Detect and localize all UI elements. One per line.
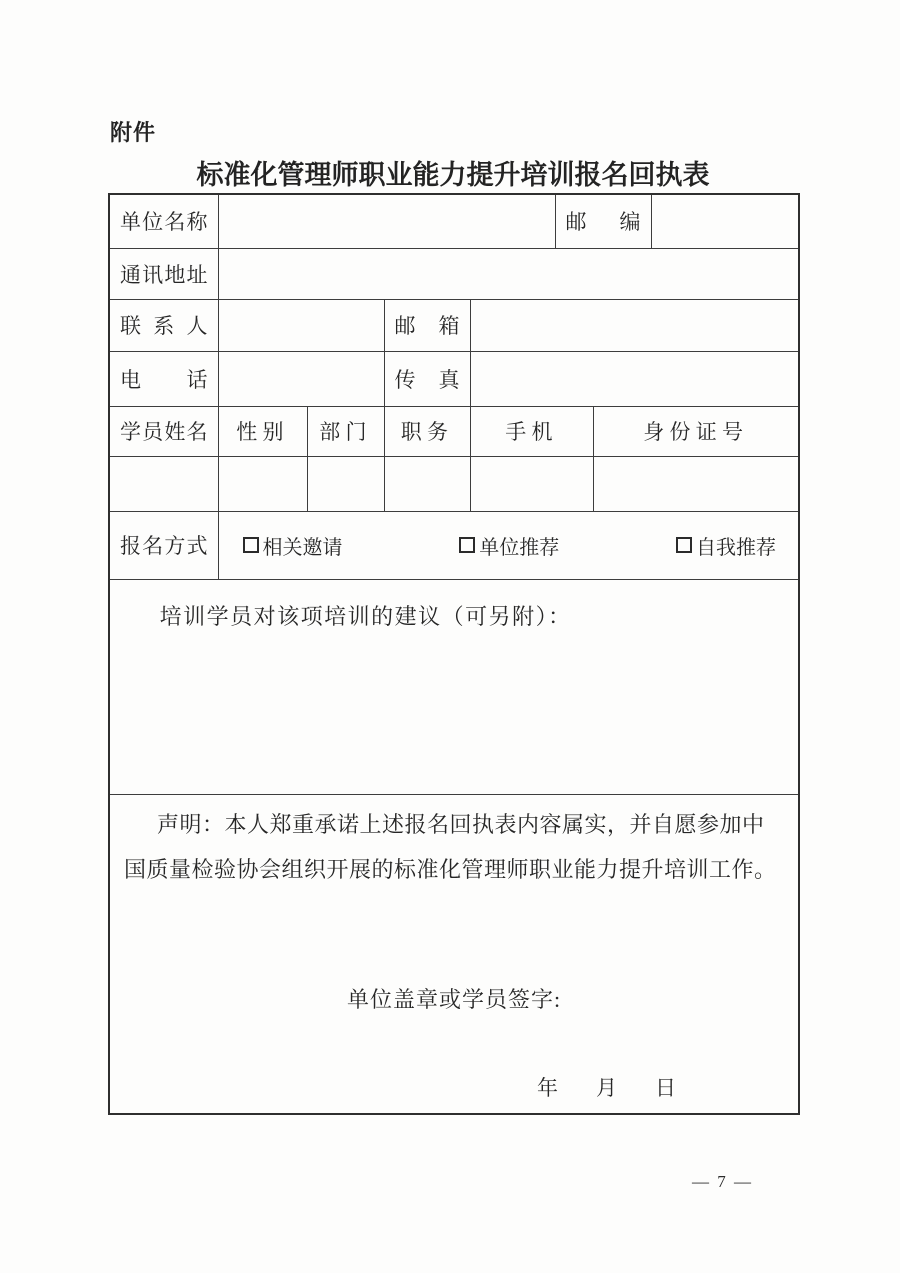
unit-name-label: 单位名称 (109, 194, 218, 248)
table-row-unit-name (109, 194, 799, 248)
address-field (218, 248, 799, 299)
checkbox-label: 相关邀请 (262, 536, 343, 559)
signature-label: 单位盖章或学员签字: (346, 986, 562, 1012)
department-header: 部门 (307, 406, 384, 456)
declaration-text: 声明：本人郑重承诺上述报名回执表内容属实，并自愿参加中国质量检验协会组织开展的标准化管理师职业能力提升培训工作。 (124, 811, 777, 882)
student-name-field (109, 456, 218, 511)
table-row-student-entry (109, 456, 799, 511)
phone-label: 电话 (109, 351, 218, 406)
postal-code-label: 邮编 (555, 194, 651, 248)
contact-field (218, 299, 384, 351)
checkbox-option-self-recommendation[interactable] (676, 531, 776, 560)
table-row-student-headers (109, 406, 799, 456)
checkbox-icon[interactable] (243, 537, 259, 553)
position-header: 职务 (384, 406, 470, 456)
page-title: 标准化管理师职业能力提升培训报名回执表 (196, 160, 710, 190)
checkbox-label: 自我推荐 (696, 536, 776, 559)
table-row-declaration (109, 794, 799, 1114)
registration-form-table (108, 193, 800, 1115)
table-row-contact (109, 299, 799, 351)
month-label: 月 (596, 1075, 617, 1100)
table-row-suggestion (109, 579, 799, 794)
id-number-header: 身份证号 (593, 406, 799, 456)
email-field (470, 299, 799, 351)
gender-field (218, 456, 307, 511)
department-field (307, 456, 384, 511)
checkbox-option-unit-recommendation[interactable] (459, 531, 559, 560)
declaration-cell (109, 794, 799, 1114)
mobile-field (470, 456, 593, 511)
phone-field (218, 351, 384, 406)
address-label: 通讯地址 (109, 248, 218, 299)
table-row-phone (109, 351, 799, 406)
suggestion-cell (109, 579, 799, 794)
table-row-address (109, 248, 799, 299)
contact-label: 联系人 (109, 299, 218, 351)
registration-options-cell (218, 511, 799, 579)
checkbox-icon[interactable] (676, 537, 692, 553)
email-label: 邮箱 (384, 299, 470, 351)
checkbox-label: 单位推荐 (479, 536, 560, 559)
checkbox-icon[interactable] (459, 537, 475, 553)
table-row-registration-method (109, 511, 799, 579)
mobile-header: 手机 (470, 406, 593, 456)
page-number: — 7 — (692, 1172, 753, 1191)
fax-label: 传真 (384, 351, 470, 406)
year-label: 年 (537, 1075, 558, 1100)
checkbox-option-related-invitation[interactable] (243, 531, 343, 560)
position-field (384, 456, 470, 511)
student-name-header: 学员姓名 (109, 406, 218, 456)
suggestion-label: 培训学员对该项培训的建议（可另附）： (159, 603, 572, 629)
date-line (120, 1075, 788, 1101)
unit-name-field (218, 194, 555, 248)
gender-header: 性别 (218, 406, 307, 456)
fax-field (470, 351, 799, 406)
registration-method-label: 报名方式 (109, 511, 218, 579)
day-label: 日 (655, 1075, 676, 1100)
id-number-field (593, 456, 799, 511)
postal-code-field (651, 194, 799, 248)
attachment-label: 附件 (110, 120, 157, 145)
